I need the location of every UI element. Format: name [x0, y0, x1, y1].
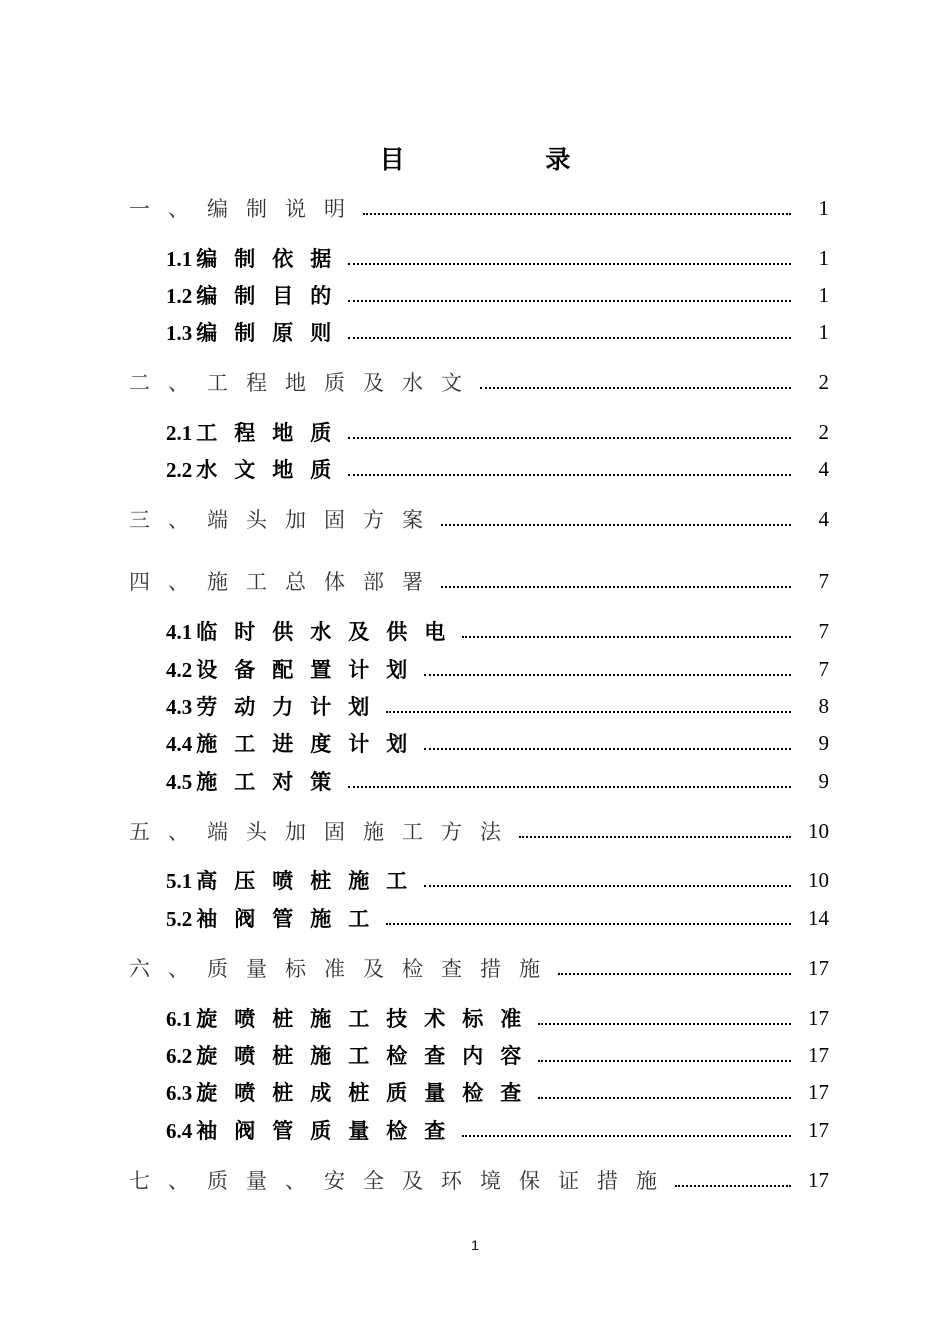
toc-entry-page: 9: [818, 730, 829, 755]
toc-entry-5-2[interactable]: [166, 903, 829, 933]
dot-leader: [538, 1097, 791, 1099]
toc-entry-page: 17: [808, 955, 829, 980]
toc-entry-6-1[interactable]: [166, 1003, 829, 1033]
toc-entry-1-3[interactable]: [166, 317, 829, 347]
toc-entry-page: 1: [818, 319, 829, 344]
dot-leader: [424, 885, 791, 887]
toc-entry-page: 7: [818, 656, 829, 681]
toc-entry-page: 17: [808, 1079, 829, 1104]
toc-entry-label: 编制依据: [196, 246, 349, 271]
toc-title: 目 录: [379, 145, 637, 174]
toc-entry-6-3[interactable]: [166, 1077, 829, 1107]
toc-entry-4-4[interactable]: [166, 728, 829, 758]
toc-entry-label: 二、工程地质及水文: [129, 371, 480, 395]
section-number: 4.5: [166, 770, 193, 794]
toc-entry-6-4[interactable]: [166, 1115, 829, 1145]
toc-entry-page: 10: [808, 818, 829, 843]
section-number: 4.4: [166, 732, 193, 756]
toc-entry-page: 17: [808, 1167, 829, 1192]
toc-entry-label: 临时供水及供电: [196, 619, 463, 644]
toc-entry-5-1[interactable]: [166, 865, 829, 895]
toc-entry-chapter-1[interactable]: [129, 193, 829, 223]
toc-entry-chapter-3[interactable]: [129, 504, 829, 534]
dot-leader: [348, 474, 791, 476]
toc-entry-page: 10: [808, 867, 829, 892]
toc-entry-label: 劳动力计划: [196, 694, 387, 719]
section-number: 1.3: [166, 321, 193, 345]
toc-entry-page: 7: [818, 568, 829, 593]
dot-leader: [386, 711, 791, 713]
toc-entry-page: 9: [818, 768, 829, 793]
dot-leader: [480, 387, 791, 389]
toc-entry-label: 编制原则: [196, 320, 349, 345]
dot-leader: [519, 836, 791, 838]
section-number: 5.2: [166, 907, 193, 931]
toc-entry-4-3[interactable]: [166, 691, 829, 721]
toc-entry-chapter-7[interactable]: [129, 1165, 829, 1195]
dot-leader: [424, 748, 791, 750]
toc-entry-1-2[interactable]: [166, 280, 829, 310]
toc-entry-label: 一、编制说明: [129, 197, 363, 221]
section-number: 5.1: [166, 869, 193, 893]
toc-entry-2-1[interactable]: [166, 417, 829, 447]
toc-entry-page: 17: [808, 1042, 829, 1067]
section-number: 1.1: [166, 247, 193, 271]
dot-leader: [348, 337, 791, 339]
dot-leader: [441, 586, 791, 588]
toc-entry-page: 1: [818, 282, 829, 307]
dot-leader: [462, 636, 791, 638]
dot-leader: [348, 786, 791, 788]
toc-entry-label: 五、端头加固施工方法: [129, 820, 519, 844]
toc-entry-page: 17: [808, 1117, 829, 1142]
dot-leader: [675, 1185, 791, 1187]
toc-entry-label: 旋喷桩施工技术标准: [196, 1006, 539, 1031]
dot-leader: [348, 300, 791, 302]
toc-entry-page: 4: [818, 506, 829, 531]
section-number: 1.2: [166, 284, 193, 308]
section-number: 6.2: [166, 1044, 193, 1068]
toc-entry-page: 7: [818, 618, 829, 643]
toc-entry-page: 1: [818, 195, 829, 220]
toc-entry-2-2[interactable]: [166, 454, 829, 484]
toc-entry-chapter-6[interactable]: [129, 953, 829, 983]
toc-entry-label: 四、施工总体部署: [129, 570, 441, 594]
toc-entry-page: 8: [818, 693, 829, 718]
toc-entry-label: 施工进度计划: [196, 731, 425, 756]
toc-entry-label: 三、端头加固方案: [129, 508, 441, 532]
toc-entry-page: 14: [808, 905, 829, 930]
dot-leader: [538, 1060, 791, 1062]
dot-leader: [462, 1135, 791, 1137]
toc-entry-page: 4: [818, 456, 829, 481]
toc-entry-label: 七、质量、安全及环境保证措施: [129, 1169, 675, 1193]
toc-entry-chapter-5[interactable]: [129, 816, 829, 846]
dot-leader: [424, 674, 791, 676]
section-number: 2.1: [166, 421, 193, 445]
toc-entry-label: 工程地质: [196, 420, 349, 445]
toc-entry-label: 旋喷桩施工检查内容: [196, 1043, 539, 1068]
page-number: 1: [471, 1237, 479, 1253]
section-number: 4.3: [166, 695, 193, 719]
toc-entry-1-1[interactable]: [166, 243, 829, 273]
dot-leader: [348, 263, 791, 265]
toc-entry-4-2[interactable]: [166, 654, 829, 684]
section-number: 4.1: [166, 620, 193, 644]
toc-entry-6-2[interactable]: [166, 1040, 829, 1070]
toc-entry-page: 2: [818, 369, 829, 394]
dot-leader: [558, 973, 791, 975]
toc-entry-label: 袖阀管质量检查: [196, 1118, 463, 1143]
toc-entry-chapter-4[interactable]: [129, 566, 829, 596]
section-number: 6.1: [166, 1007, 193, 1031]
toc-entry-label: 设备配置计划: [196, 657, 425, 682]
section-number: 6.4: [166, 1119, 193, 1143]
toc-entry-label: 袖阀管施工: [196, 906, 387, 931]
section-number: 2.2: [166, 458, 193, 482]
toc-entry-4-5[interactable]: [166, 766, 829, 796]
toc-entry-label: 六、质量标准及检查措施: [129, 957, 558, 981]
toc-entry-page: 2: [818, 419, 829, 444]
dot-leader: [441, 524, 791, 526]
toc-entry-label: 水文地质: [196, 457, 349, 482]
toc-entry-page: 1: [818, 245, 829, 270]
toc-entry-page: 17: [808, 1005, 829, 1030]
dot-leader: [348, 437, 791, 439]
toc-entry-label: 编制目的: [196, 283, 349, 308]
toc-entry-chapter-2[interactable]: [129, 367, 829, 397]
toc-entry-label: 旋喷桩成桩质量检查: [196, 1080, 539, 1105]
section-number: 6.3: [166, 1081, 193, 1105]
toc-entry-label: 高压喷桩施工: [196, 868, 425, 893]
section-number: 4.2: [166, 658, 193, 682]
dot-leader: [386, 923, 791, 925]
dot-leader: [363, 213, 791, 215]
toc-entry-4-1[interactable]: [166, 616, 829, 646]
toc-entry-label: 施工对策: [196, 769, 349, 794]
dot-leader: [538, 1023, 791, 1025]
